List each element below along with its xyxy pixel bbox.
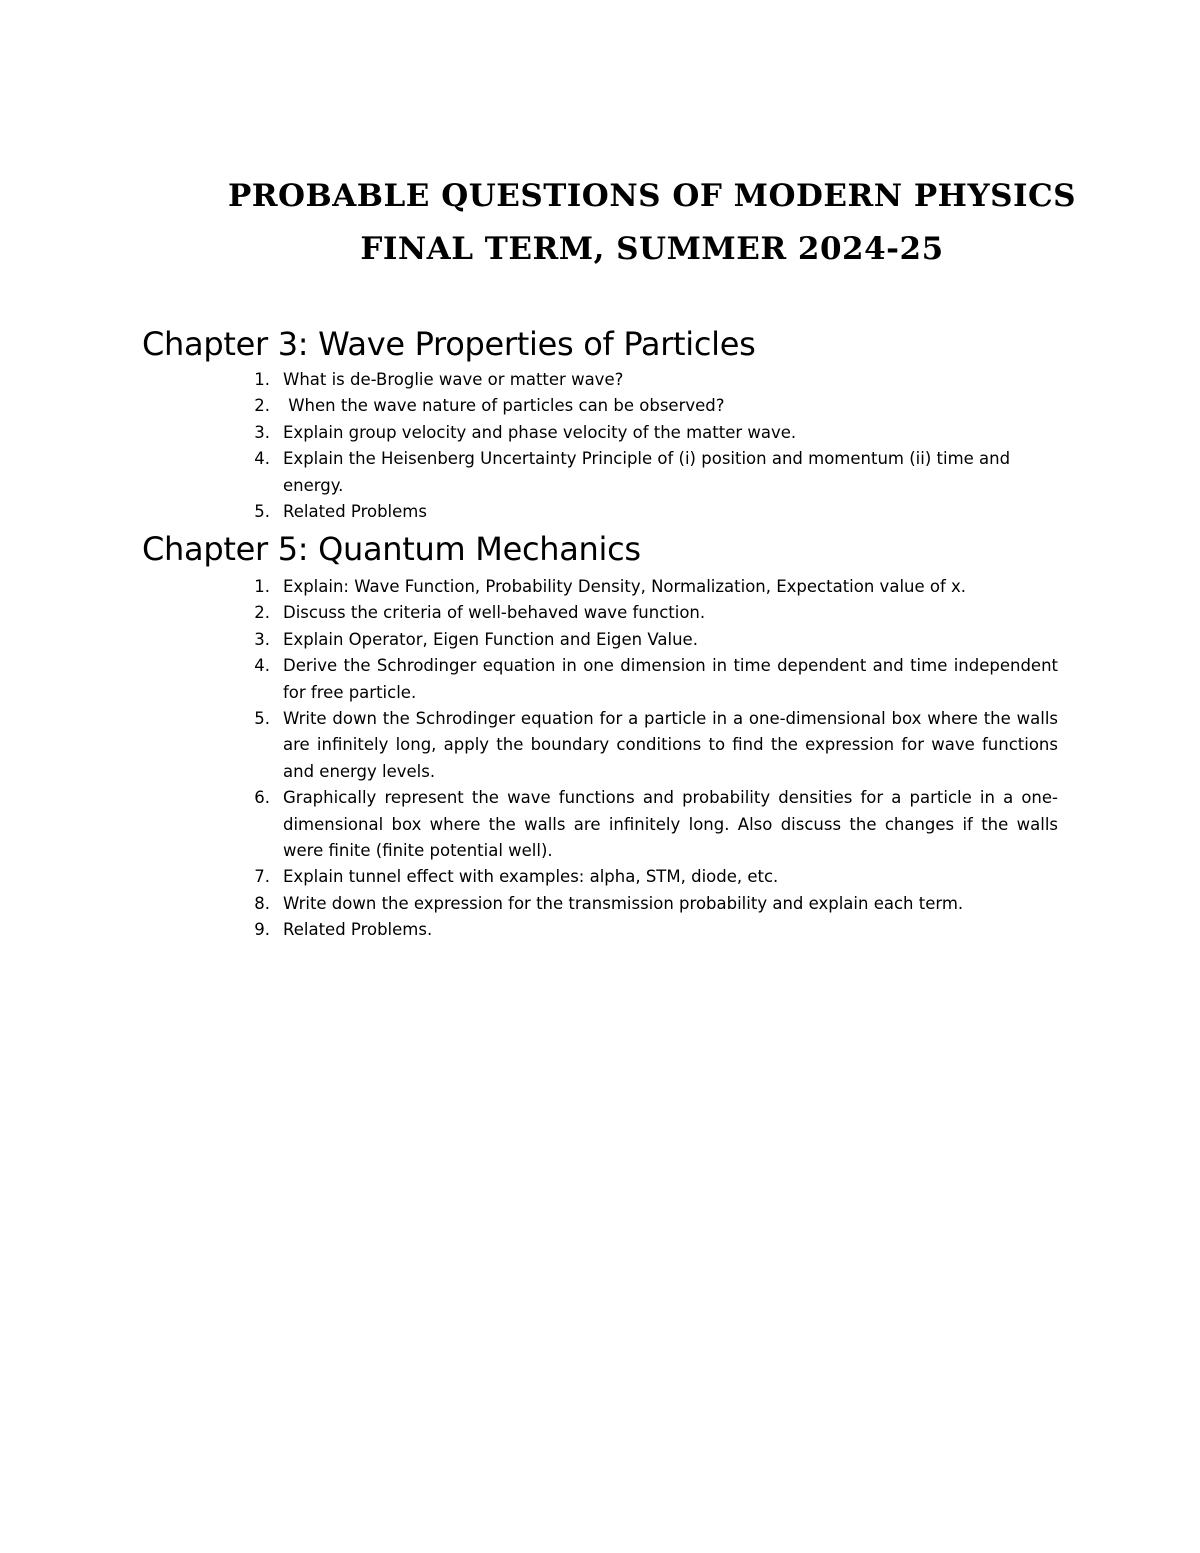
- question-number: 7.: [254, 867, 270, 887]
- document-title: PROBABLE QUESTIONS OF MODERN PHYSICS: [227, 178, 1077, 214]
- question-text: Write down the expression for the transmission probability and explain each term.: [283, 893, 964, 913]
- chapter-5-question-list: [246, 574, 1058, 944]
- list-item: [246, 785, 1058, 864]
- document-subtitle: FINAL TERM, SUMMER 2024-25: [360, 231, 944, 267]
- list-item: [246, 499, 1058, 525]
- question-number: 1.: [254, 577, 270, 596]
- question-number: 3.: [254, 629, 270, 649]
- question-text: Explain group velocity and phase velocity of the matter wave.: [283, 422, 797, 442]
- chapter-3-question-list: [246, 367, 1058, 525]
- question-text: Related Problems.: [283, 920, 433, 940]
- list-item: [246, 600, 1058, 626]
- question-text: Derive the Schrodinger equation in one dimension in time dependent and time independent for free particle.: [283, 656, 1058, 702]
- list-item: [246, 864, 1058, 890]
- question-number: 1.: [254, 370, 270, 389]
- question-number: 3.: [254, 422, 270, 442]
- question-text: Discuss the criteria of well-behaved wave function.: [283, 603, 706, 623]
- question-number: 2.: [254, 396, 270, 416]
- list-item: [246, 574, 1058, 600]
- question-text: Explain tunnel effect with examples: alpha, STM, diode, etc.: [283, 867, 779, 887]
- question-number: 8.: [254, 893, 270, 913]
- question-number: 2.: [254, 603, 270, 623]
- question-text: Write down the Schrodinger equation for a particle in a one-dimensional box where the walls are infinitely long, apply the boundary conditions to find the expression for wave functions and energy levels.: [283, 709, 1058, 781]
- question-number: 4.: [254, 449, 270, 469]
- chapter-5-heading: Chapter 5: Quantum Mechanics: [142, 530, 641, 568]
- question-number: 9.: [254, 920, 270, 940]
- list-item: [246, 393, 1058, 419]
- list-item: [246, 706, 1058, 785]
- question-number: 5.: [254, 502, 270, 522]
- list-item: [246, 653, 1058, 706]
- question-number: 5.: [254, 709, 270, 729]
- question-text: Explain the Heisenberg Uncertainty Principle of (i) position and momentum (ii) time and energy.: [283, 449, 1011, 495]
- question-text: Explain: Wave Function, Probability Density, Normalization, Expectation value of x.: [283, 577, 967, 596]
- list-item: [246, 367, 1058, 393]
- question-text: Related Problems: [283, 502, 427, 522]
- list-item: [246, 891, 1058, 917]
- question-number: 6.: [254, 788, 270, 808]
- list-item: [246, 917, 1058, 943]
- chapter-3-heading: Chapter 3: Wave Properties of Particles: [142, 325, 756, 363]
- list-item: [246, 627, 1058, 653]
- question-text: When the wave nature of particles can be observed?: [283, 396, 725, 416]
- question-text: What is de-Broglie wave or matter wave?: [283, 370, 624, 389]
- list-item: [246, 420, 1058, 446]
- question-text: Graphically represent the wave functions and probability densities for a particle in a one-dimensional box where the walls are infinitely long. Also discuss the changes if the walls were finite (finite potential well).: [283, 788, 1058, 861]
- question-text: Explain Operator, Eigen Function and Eigen Value.: [283, 629, 698, 649]
- list-item: [246, 446, 1058, 499]
- question-number: 4.: [254, 656, 270, 676]
